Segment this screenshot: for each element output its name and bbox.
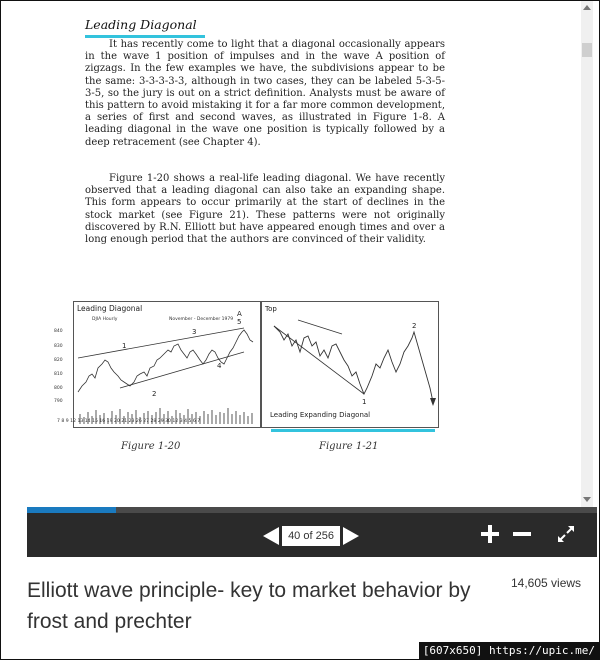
scroll-down-icon[interactable] [583, 497, 591, 502]
heading-highlight [85, 35, 205, 38]
lower-trendline [120, 352, 244, 388]
wave-label: 2 [412, 322, 417, 330]
previous-page-icon[interactable] [263, 527, 279, 545]
document-title[interactable]: Elliott wave principle- key to market behavior by frost and prechter [27, 579, 471, 633]
upper-trendline [78, 328, 244, 358]
y-tick: 820 [54, 358, 63, 363]
scrollbar-thumb[interactable] [582, 43, 592, 57]
watermark: [607x650] https://upic.me/ [419, 642, 599, 659]
wave-label: 3 [192, 328, 197, 336]
document-viewer [27, 1, 597, 557]
wave-label: 5 [237, 318, 242, 326]
wave-label: 2 [152, 390, 157, 398]
figure1-period: November - December 1979 [169, 317, 234, 322]
fullscreen-icon[interactable] [557, 525, 575, 543]
wave-label: A [237, 310, 242, 318]
lower-trendline [274, 326, 364, 394]
figure-1-20-caption: Figure 1-20 [121, 441, 181, 452]
figure-1-21-chart [262, 302, 438, 427]
figure2-annotation: Leading Expanding Diagonal [270, 411, 371, 419]
zoom-in-icon[interactable] [481, 525, 499, 543]
paragraph-1: It has recently come to light that a diagonal occasionally appears in the wave 1 position of impulses and in the wave A position of zigzags. In the few examples we have, the subdivisions appear to be the same: 3-3-3-3-3, although in two cases, they can be labeled 5-3-5-3-5, so the jury is out on a strict definition. Analysts must be aware of this pattern to avoid mistaking it for a far more common development, a series of first and second waves, as illustrated in Figure 1-8. A leading diagonal in the wave one position is typically followed by a deep retracement (see Chapter 4). [85, 39, 445, 148]
figure1-series: DJIA Hourly [92, 317, 118, 322]
vertical-scrollbar[interactable] [581, 1, 593, 507]
next-page-icon[interactable] [343, 527, 359, 545]
document-page[interactable] [27, 1, 597, 507]
price-line [78, 330, 253, 392]
figure-1-20-chart [54, 302, 260, 427]
view-count: 14,605 views [511, 576, 582, 590]
viewer-toolbar [27, 513, 597, 557]
page-counter[interactable]: 40 of 256 [282, 526, 340, 546]
wave-label: 1 [122, 342, 127, 350]
scroll-up-icon[interactable] [583, 5, 591, 10]
annotation-highlight [271, 429, 435, 432]
figure-1-20 [54, 301, 261, 428]
paragraph-2: Figure 1-20 shows a real-life leading diagonal. We have recently observed that a leading diagonal can also take an expanding shape. This form appears to occur primarily at the start of declines in the stock market (see Figure 21). These patterns were not originally discovered by R.N. Elliott but have appeared enough times and over a long enough period that the authors are convinced of their validity. [85, 173, 445, 246]
y-tick: 800 [54, 386, 63, 391]
zoom-out-icon[interactable] [513, 532, 531, 536]
figure-1-21-caption: Figure 1-21 [319, 441, 379, 452]
wave-label: 1 [362, 398, 367, 406]
y-tick: 840 [54, 329, 63, 334]
y-tick: 830 [54, 344, 63, 349]
figure1-title: Leading Diagonal [77, 304, 143, 313]
wave-label: 4 [217, 362, 222, 370]
upper-trendline [298, 320, 342, 334]
down-arrow-icon [430, 398, 436, 406]
section-heading: Leading Diagonal [85, 17, 197, 32]
figure2-corner-label: Top [265, 305, 277, 313]
figure1-x-ticks: 7 8 9 12 13 14 15 16 19 20 21 23 26 27 28 29 30 12 3 4 5 6 7 [57, 419, 201, 424]
figure-1-21 [261, 301, 439, 428]
y-tick: 810 [54, 372, 63, 377]
price-line [274, 326, 433, 402]
y-tick: 790 [54, 399, 63, 404]
